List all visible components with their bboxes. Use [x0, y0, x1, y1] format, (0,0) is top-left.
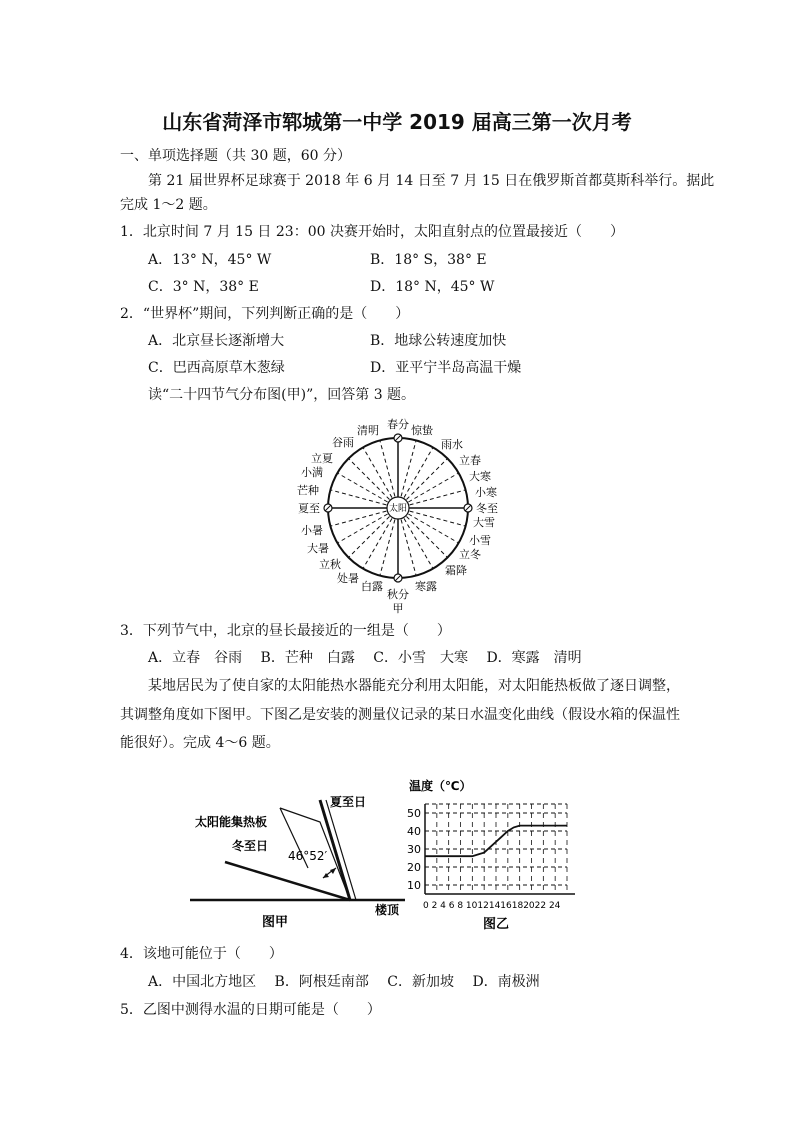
term-xiaoxue: 小雪 [469, 534, 491, 547]
y-tick-label: 50 [407, 807, 421, 820]
intro-1-line-1: 第 21 届世界杯足球赛于 2018 年 6 月 14 日至 7 月 15 日在俄罗斯首都莫斯科举行。据此 [148, 173, 715, 189]
intro-4-line-2: 其调整角度如下图甲。下图乙是安装的测量仪记录的某日水温变化曲线（假设水箱的保温性 [120, 707, 680, 723]
term-spoke [330, 490, 386, 505]
term-spoke [401, 440, 416, 496]
label-angle: 46°52′ [288, 849, 328, 863]
term-xiaoshu: 小暑 [301, 524, 323, 537]
term-lixia: 立夏 [311, 452, 333, 465]
term-guyu: 谷雨 [332, 436, 354, 449]
term-dashu: 大暑 [307, 542, 329, 555]
term-spoke [380, 520, 395, 576]
figure-jia-caption: 图甲 [262, 915, 289, 930]
chart-xticks: 0 2 4 6 8 10121416182022 24 [423, 901, 561, 911]
term-mangzhong: 芒种 [297, 484, 319, 497]
term-spoke [406, 516, 447, 557]
term-lichun: 立春 [459, 454, 481, 467]
diagram-caption: 甲 [392, 602, 404, 615]
label-roof: 楼顶 [375, 903, 400, 917]
label-winter: 冬至日 [232, 839, 269, 853]
y-tick-label: 10 [407, 879, 421, 892]
intro-4-line-3: 能很好）。完成 4～6 题。 [120, 735, 280, 751]
section-heading: 一、单项选择题（共 30 题，60 分） [120, 148, 351, 164]
question-2-option-c: C．巴西高原草木葱绿 [148, 360, 285, 376]
term-jingzhe: 惊蛰 [411, 424, 433, 437]
term-lidong: 立冬 [459, 548, 481, 561]
term-xiaoman: 小满 [301, 466, 323, 479]
question-1-option-d: D．18° N，45° W [370, 279, 495, 295]
term-bailu: 白露 [361, 580, 383, 593]
sun-label: 太阳 [388, 504, 408, 514]
question-1-stem: 1．北京时间 7 月 15 日 23：00 决赛开始时，太阳直射点的位置最接近（ ） [120, 224, 624, 240]
question-5-stem: 5．乙图中测得水温的日期可能是（ ） [120, 1002, 381, 1018]
term-xiazhi: 夏至 [298, 502, 320, 515]
term-spoke [349, 516, 390, 557]
term-spoke [401, 520, 416, 576]
term-spoke [330, 511, 386, 526]
question-2-option-b: B．地球公转速度加快 [370, 333, 507, 349]
term-qiufen: 秋分 [387, 588, 409, 601]
question-3-options: A．立春 谷雨 B．芒种 白露 C．小雪 大寒 D．寒露 清明 [148, 650, 582, 666]
term-liqiu: 立秋 [319, 558, 341, 571]
term-xiaohan: 小寒 [475, 486, 497, 499]
term-spoke [410, 490, 466, 505]
intro-1-line-2: 完成 1～2 题。 [120, 197, 217, 213]
term-chushu: 处暑 [337, 572, 359, 585]
question-1-option-b: B．18° S，38° E [370, 252, 487, 268]
term-spoke [349, 459, 390, 500]
term-dahan: 大寒 [469, 470, 491, 483]
term-daxue: 大雪 [473, 516, 495, 529]
question-1-option-a: A．13° N，45° W [148, 252, 272, 268]
question-2-option-d: D．亚平宁半岛高温干燥 [370, 360, 522, 376]
intro-3: 读“二十四节气分布图(甲)”，回答第 3 题。 [148, 387, 416, 403]
figure-yi-caption: 图乙 [483, 917, 510, 932]
term-hanlu: 寒露 [415, 580, 437, 593]
question-3-stem: 3．下列节气中，北京的昼长最接近的一组是（ ） [120, 623, 451, 639]
term-dongzhi: 冬至 [476, 502, 498, 515]
term-shuangjiang: 霜降 [445, 564, 467, 577]
question-1-option-c: C．3° N，38° E [148, 279, 259, 295]
question-2-option-a: A．北京昼长逐渐增大 [148, 333, 285, 349]
term-spoke [380, 440, 395, 496]
term-chunfen: 春分 [387, 418, 409, 431]
question-2-stem: 2．“世界杯”期间，下列判断正确的是（ ） [120, 306, 410, 322]
solar-terms-diagram [290, 412, 520, 622]
y-tick-label: 20 [407, 861, 421, 874]
question-4-options: A．中国北方地区 B．阿根廷南部 C．新加坡 D．南极洲 [148, 974, 540, 990]
y-tick-label: 30 [407, 843, 421, 856]
figure-jia-solar-panel [190, 790, 420, 940]
winter-panel [225, 862, 350, 900]
term-spoke [406, 459, 447, 500]
chart-ylabel: 温度（℃） [409, 779, 472, 793]
term-spoke [410, 511, 466, 526]
intro-4-line-1: 某地居民为了使自家的太阳能热水器能充分利用太阳能，对太阳能热板做了逐日调整， [148, 678, 680, 694]
y-tick-label: 40 [407, 825, 421, 838]
label-summer: 夏至日 [330, 795, 367, 809]
page-title: 山东省菏泽市郓城第一中学 2019 届高三第一次月考 [162, 110, 632, 134]
label-panel: 太阳能集热板 [195, 815, 268, 829]
question-4-stem: 4．该地可能位于（ ） [120, 946, 283, 962]
term-qingming: 清明 [357, 424, 379, 437]
figure-yi-temperature-chart [395, 772, 595, 942]
term-yushui: 雨水 [441, 438, 463, 451]
